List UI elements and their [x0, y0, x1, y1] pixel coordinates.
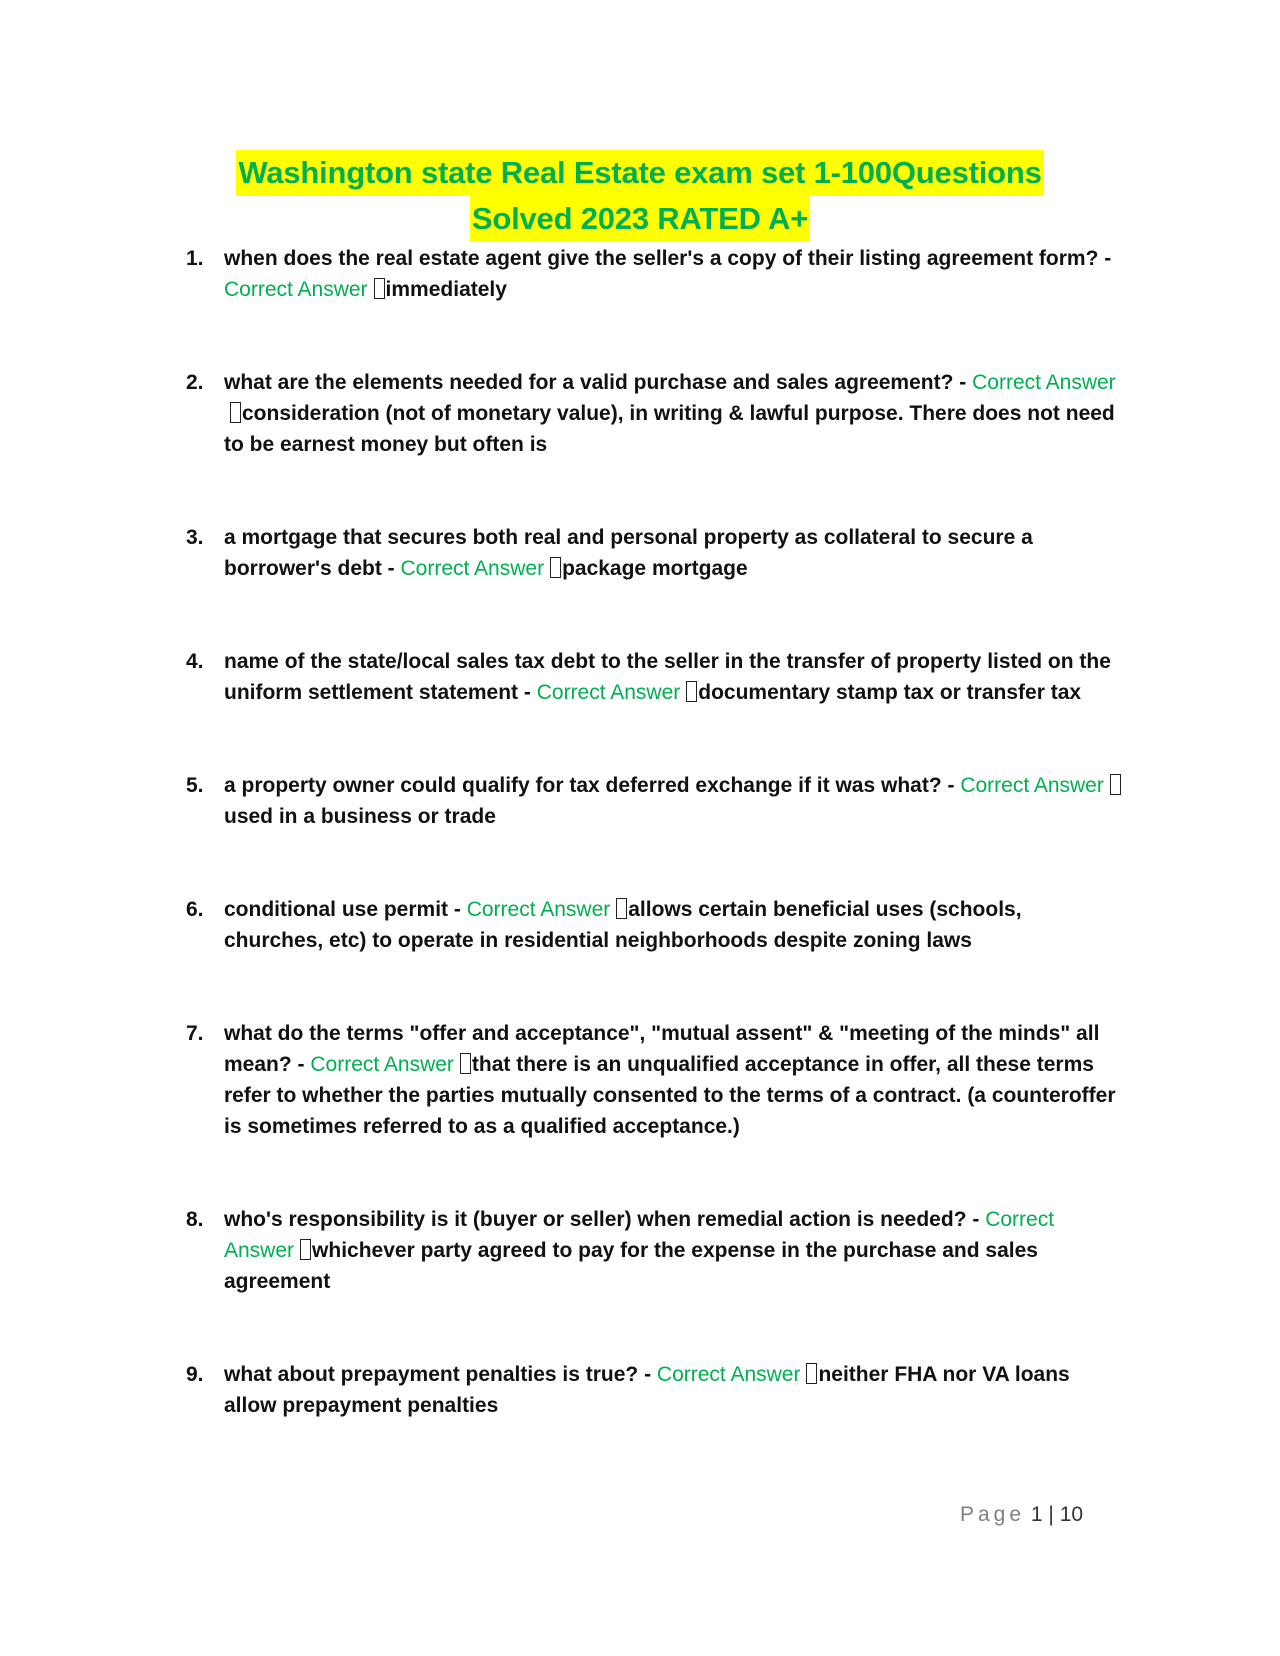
question-text: a property owner could qualify for tax deferred exchange if it was what? - [224, 774, 961, 797]
answer-label: Correct Answer [224, 1208, 1055, 1262]
question-text: name of the state/local sales tax debt to the seller in the transfer of property listed on the uniform settlement statement - [224, 650, 1111, 704]
question-text: who's responsibility is it (buyer or seller) when remedial action is needed? - [224, 1208, 986, 1231]
list-item [186, 522, 1126, 584]
missing-glyph-icon [616, 898, 627, 919]
answer-label: Correct Answer [466, 898, 611, 921]
page-separator: | [1048, 1503, 1054, 1526]
item-number: 6. [186, 898, 204, 921]
item-number: 4. [186, 650, 204, 673]
list-item [186, 243, 1126, 305]
answer-label: Correct Answer [972, 371, 1116, 394]
item-number: 9. [186, 1363, 204, 1386]
list-item [186, 1204, 1126, 1297]
item-number: 7. [186, 1022, 204, 1045]
missing-glyph-icon [806, 1363, 817, 1384]
missing-glyph-icon [460, 1053, 471, 1074]
answer-text: used in a business or trade [224, 805, 496, 828]
missing-glyph-icon [686, 681, 697, 702]
answer-label: Correct Answer [656, 1363, 801, 1386]
answer-label: Correct Answer [310, 1053, 454, 1076]
answer-label: Correct Answer [960, 774, 1104, 797]
list-item [186, 1359, 1126, 1421]
total-pages: 10 [1059, 1503, 1084, 1526]
question-text: what about prepayment penalties is true? - [224, 1363, 657, 1386]
page-word: Page [960, 1503, 1026, 1526]
answer-text: package mortgage [562, 557, 748, 580]
title-line-2: Solved 2023 RATED A+ [470, 196, 810, 242]
item-number: 2. [186, 371, 204, 394]
answer-label: Correct Answer [536, 681, 681, 704]
document-title [0, 150, 1280, 242]
answer-label: Correct Answer [224, 278, 368, 301]
question-text: what are the elements needed for a valid purchase and sales agreement? - [224, 371, 973, 394]
answer-text: whichever party agreed to pay for the expense in the purchase and sales agreement [224, 1239, 1038, 1293]
answer-text: allows certain beneficial uses (schools, churches, etc) to operate in residential neighborhoods despite zoning laws [224, 898, 1022, 952]
title-line-1: Washington state Real Estate exam set 1-100Questions [236, 150, 1043, 196]
question-text: a mortgage that secures both real and personal property as collateral to secure a borrower's debt - [224, 526, 1033, 580]
answer-text: consideration (not of monetary value), in writing & lawful purpose. There does not need to be earnest money but often is [224, 402, 1115, 456]
question-list [186, 243, 1126, 1483]
answer-text: immediately [385, 278, 507, 301]
question-text: what do the terms "offer and acceptance", "mutual assent" & "meeting of the minds" all mean? - [224, 1022, 1100, 1076]
list-item [186, 1018, 1126, 1142]
current-page: 1 [1030, 1503, 1043, 1526]
list-item [186, 770, 1126, 832]
answer-text: documentary stamp tax or transfer tax [698, 681, 1082, 704]
missing-glyph-icon [230, 402, 241, 423]
answer-text: that there is an unqualified acceptance in offer, all these terms refer to whether the parties mutually consented to the terms of a contract. (a counteroffer is sometimes referred to as a qualified acceptance.) [224, 1053, 1116, 1138]
question-text: when does the real estate agent give the seller's a copy of their listing agreement form? - [224, 247, 1112, 270]
answer-label: Correct Answer [400, 557, 545, 580]
list-item [186, 646, 1126, 708]
missing-glyph-icon [374, 278, 385, 299]
question-text: conditional use permit - [224, 898, 467, 921]
item-number: 5. [186, 774, 204, 797]
list-item [186, 894, 1126, 956]
list-item [186, 367, 1126, 460]
answer-text: neither FHA nor VA loans allow prepayment penalties [224, 1363, 1070, 1417]
missing-glyph-icon [300, 1239, 311, 1260]
page-footer [960, 1503, 1083, 1527]
missing-glyph-icon [550, 557, 561, 578]
missing-glyph-icon [1110, 774, 1121, 795]
item-number: 1. [186, 247, 204, 270]
item-number: 8. [186, 1208, 204, 1231]
item-number: 3. [186, 526, 204, 549]
